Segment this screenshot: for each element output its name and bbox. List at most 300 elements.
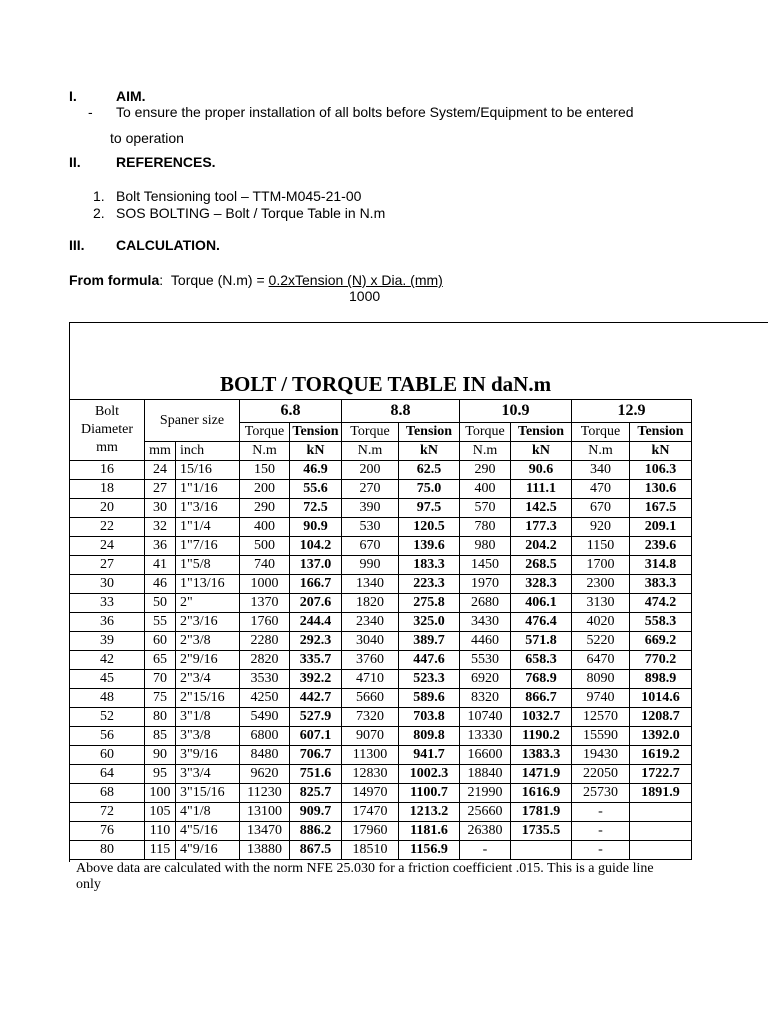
cell-torque-10.9: 570 — [460, 499, 511, 518]
table-body — [70, 400, 692, 860]
header-torque: Torque — [460, 423, 511, 442]
cell-tension-6.8: 46.9 — [290, 461, 342, 480]
cell-torque-12.9: 340 — [572, 461, 630, 480]
cell-tension-6.8: 392.2 — [290, 670, 342, 689]
cell-tension-12.9: 130.6 — [630, 480, 692, 499]
header-unit-tension: kN — [290, 442, 342, 461]
cell-tension-8.8: 183.3 — [399, 556, 460, 575]
cell-tension-6.8: 867.5 — [290, 841, 342, 860]
cell-tension-12.9: 1891.9 — [630, 784, 692, 803]
cell-tension-8.8: 703.8 — [399, 708, 460, 727]
cell-tension-10.9: 204.2 — [511, 537, 572, 556]
cell-spanner-inch: 2"15/16 — [176, 689, 240, 708]
table-row — [70, 803, 692, 822]
table-note: Above data are calculated with the norm NFE 25.030 for a friction coefficient .015. This is a guide line — [76, 861, 654, 876]
cell-torque-12.9: 3130 — [572, 594, 630, 613]
cell-torque-12.9: 4020 — [572, 613, 630, 632]
cell-torque-12.9: 8090 — [572, 670, 630, 689]
cell-tension-8.8: 589.6 — [399, 689, 460, 708]
cell-tension-8.8: 75.0 — [399, 480, 460, 499]
cell-diameter: 42 — [70, 651, 145, 670]
cell-tension-6.8: 886.2 — [290, 822, 342, 841]
cell-torque-12.9: 1700 — [572, 556, 630, 575]
cell-torque-8.8: 18510 — [342, 841, 399, 860]
cell-torque-6.8: 8480 — [240, 746, 290, 765]
cell-tension-12.9: 1619.2 — [630, 746, 692, 765]
cell-tension-10.9: 768.9 — [511, 670, 572, 689]
cell-tension-12.9: 770.2 — [630, 651, 692, 670]
cell-torque-12.9: 12570 — [572, 708, 630, 727]
cell-diameter: 27 — [70, 556, 145, 575]
cell-tension-8.8: 325.0 — [399, 613, 460, 632]
cell-torque-6.8: 2820 — [240, 651, 290, 670]
cell-spanner-inch: 1"1/16 — [176, 480, 240, 499]
header-unit-tension: kN — [511, 442, 572, 461]
cell-tension-8.8: 120.5 — [399, 518, 460, 537]
table-row — [70, 689, 692, 708]
cell-tension-8.8: 97.5 — [399, 499, 460, 518]
formula-colon: : — [159, 272, 164, 288]
cell-diameter: 18 — [70, 480, 145, 499]
cell-spanner-mm: 85 — [145, 727, 176, 746]
cell-torque-12.9: 2300 — [572, 575, 630, 594]
cell-diameter: 68 — [70, 784, 145, 803]
cell-tension-12.9 — [630, 841, 692, 860]
header-spanner-size: Spaner size — [145, 400, 240, 442]
cell-torque-8.8: 17960 — [342, 822, 399, 841]
cell-torque-12.9: 470 — [572, 480, 630, 499]
header-grade: 8.8 — [342, 400, 460, 423]
table-row — [70, 727, 692, 746]
cell-tension-12.9: 1392.0 — [630, 727, 692, 746]
cell-tension-12.9: 669.2 — [630, 632, 692, 651]
cell-diameter: 30 — [70, 575, 145, 594]
cell-spanner-mm: 36 — [145, 537, 176, 556]
cell-tension-8.8: 809.8 — [399, 727, 460, 746]
cell-diameter: 36 — [70, 613, 145, 632]
cell-torque-10.9: 26380 — [460, 822, 511, 841]
cell-tension-8.8: 1156.9 — [399, 841, 460, 860]
cell-spanner-inch: 2"3/4 — [176, 670, 240, 689]
cell-tension-12.9: 314.8 — [630, 556, 692, 575]
cell-spanner-mm: 90 — [145, 746, 176, 765]
cell-torque-6.8: 13880 — [240, 841, 290, 860]
section-number: I. — [69, 88, 77, 104]
reference-item: SOS BOLTING – Bolt / Torque Table in N.m — [116, 205, 386, 221]
cell-tension-8.8: 941.7 — [399, 746, 460, 765]
cell-torque-6.8: 11230 — [240, 784, 290, 803]
cell-spanner-mm: 60 — [145, 632, 176, 651]
table-row — [70, 575, 692, 594]
cell-torque-6.8: 200 — [240, 480, 290, 499]
header-unit-torque: N.m — [572, 442, 630, 461]
header-unit-torque: N.m — [342, 442, 399, 461]
header-text: Diameter — [80, 422, 134, 437]
cell-spanner-mm: 110 — [145, 822, 176, 841]
cell-torque-12.9: 15590 — [572, 727, 630, 746]
cell-tension-10.9: 658.3 — [511, 651, 572, 670]
reference-number: 1. — [93, 188, 105, 204]
table-row — [70, 518, 692, 537]
cell-torque-12.9: 19430 — [572, 746, 630, 765]
cell-spanner-inch: 2"3/16 — [176, 613, 240, 632]
header-grade: 10.9 — [460, 400, 572, 423]
cell-diameter: 24 — [70, 537, 145, 556]
cell-spanner-inch: 1"1/4 — [176, 518, 240, 537]
cell-tension-6.8: 166.7 — [290, 575, 342, 594]
cell-torque-10.9: 5530 — [460, 651, 511, 670]
cell-torque-8.8: 530 — [342, 518, 399, 537]
cell-diameter: 52 — [70, 708, 145, 727]
cell-tension-10.9: 90.6 — [511, 461, 572, 480]
cell-tension-12.9: 898.9 — [630, 670, 692, 689]
cell-torque-8.8: 3040 — [342, 632, 399, 651]
cell-spanner-inch: 15/16 — [176, 461, 240, 480]
header-grade: 6.8 — [240, 400, 342, 423]
aim-text-continued: to operation — [110, 130, 184, 146]
cell-tension-8.8: 1213.2 — [399, 803, 460, 822]
cell-tension-8.8: 1002.3 — [399, 765, 460, 784]
cell-tension-6.8: 442.7 — [290, 689, 342, 708]
cell-torque-8.8: 1820 — [342, 594, 399, 613]
cell-spanner-mm: 65 — [145, 651, 176, 670]
cell-tension-6.8: 244.4 — [290, 613, 342, 632]
cell-tension-10.9: 1383.3 — [511, 746, 572, 765]
cell-spanner-mm: 115 — [145, 841, 176, 860]
table-row — [70, 556, 692, 575]
cell-torque-10.9: 25660 — [460, 803, 511, 822]
cell-spanner-inch: 4"1/8 — [176, 803, 240, 822]
header-torque: Torque — [342, 423, 399, 442]
cell-spanner-mm: 50 — [145, 594, 176, 613]
cell-spanner-mm: 46 — [145, 575, 176, 594]
cell-tension-8.8: 1181.6 — [399, 822, 460, 841]
cell-torque-10.9: 10740 — [460, 708, 511, 727]
aim-text: To ensure the proper installation of all bolts before System/Equipment to be entered — [116, 104, 634, 120]
cell-spanner-mm: 27 — [145, 480, 176, 499]
cell-torque-12.9: - — [572, 841, 630, 860]
cell-spanner-inch: 1"7/16 — [176, 537, 240, 556]
cell-tension-12.9: 383.3 — [630, 575, 692, 594]
cell-spanner-inch: 4"9/16 — [176, 841, 240, 860]
cell-torque-8.8: 1340 — [342, 575, 399, 594]
header-text: Bolt — [94, 404, 120, 419]
cell-diameter: 56 — [70, 727, 145, 746]
cell-spanner-inch: 3"9/16 — [176, 746, 240, 765]
header-row-grades — [70, 400, 692, 423]
cell-spanner-mm: 32 — [145, 518, 176, 537]
cell-tension-12.9 — [630, 803, 692, 822]
cell-tension-6.8: 90.9 — [290, 518, 342, 537]
cell-spanner-mm: 75 — [145, 689, 176, 708]
header-row-units — [70, 442, 692, 461]
cell-diameter: 39 — [70, 632, 145, 651]
cell-spanner-inch: 1"13/16 — [176, 575, 240, 594]
cell-spanner-mm: 30 — [145, 499, 176, 518]
cell-torque-6.8: 3530 — [240, 670, 290, 689]
cell-tension-10.9: 1735.5 — [511, 822, 572, 841]
cell-torque-6.8: 4250 — [240, 689, 290, 708]
cell-torque-12.9: 6470 — [572, 651, 630, 670]
cell-spanner-inch: 3"1/8 — [176, 708, 240, 727]
cell-tension-10.9 — [511, 841, 572, 860]
formula-line — [69, 272, 443, 288]
table-row — [70, 651, 692, 670]
cell-tension-6.8: 335.7 — [290, 651, 342, 670]
header-unit-tension: kN — [630, 442, 692, 461]
cell-tension-6.8: 706.7 — [290, 746, 342, 765]
cell-torque-8.8: 200 — [342, 461, 399, 480]
cell-torque-6.8: 6800 — [240, 727, 290, 746]
cell-tension-6.8: 909.7 — [290, 803, 342, 822]
cell-torque-6.8: 1760 — [240, 613, 290, 632]
cell-torque-12.9: 22050 — [572, 765, 630, 784]
cell-torque-10.9: 4460 — [460, 632, 511, 651]
cell-tension-6.8: 607.1 — [290, 727, 342, 746]
cell-torque-10.9: 3430 — [460, 613, 511, 632]
cell-tension-10.9: 268.5 — [511, 556, 572, 575]
cell-torque-12.9: 920 — [572, 518, 630, 537]
cell-tension-10.9: 328.3 — [511, 575, 572, 594]
cell-torque-10.9: 1450 — [460, 556, 511, 575]
cell-torque-12.9: 670 — [572, 499, 630, 518]
header-tension: Tension — [630, 423, 692, 442]
cell-torque-8.8: 2340 — [342, 613, 399, 632]
cell-torque-6.8: 13470 — [240, 822, 290, 841]
cell-tension-10.9: 866.7 — [511, 689, 572, 708]
cell-diameter: 20 — [70, 499, 145, 518]
cell-tension-12.9: 239.6 — [630, 537, 692, 556]
header-unit-inch: inch — [176, 442, 240, 461]
cell-torque-12.9: 9740 — [572, 689, 630, 708]
cell-torque-10.9: 980 — [460, 537, 511, 556]
cell-torque-6.8: 290 — [240, 499, 290, 518]
cell-torque-6.8: 1370 — [240, 594, 290, 613]
header-unit-torque: N.m — [240, 442, 290, 461]
section-number: III. — [69, 237, 85, 253]
cell-spanner-inch: 3"15/16 — [176, 784, 240, 803]
cell-diameter: 16 — [70, 461, 145, 480]
cell-torque-8.8: 12830 — [342, 765, 399, 784]
cell-torque-10.9: 290 — [460, 461, 511, 480]
cell-tension-10.9: 1781.9 — [511, 803, 572, 822]
cell-tension-8.8: 1100.7 — [399, 784, 460, 803]
cell-torque-6.8: 150 — [240, 461, 290, 480]
cell-torque-8.8: 5660 — [342, 689, 399, 708]
cell-tension-6.8: 527.9 — [290, 708, 342, 727]
cell-spanner-inch: 1"5/8 — [176, 556, 240, 575]
section-heading: REFERENCES. — [116, 154, 216, 170]
cell-tension-12.9: 1014.6 — [630, 689, 692, 708]
cell-torque-10.9: 18840 — [460, 765, 511, 784]
header-unit-tension: kN — [399, 442, 460, 461]
cell-torque-6.8: 500 — [240, 537, 290, 556]
cell-tension-8.8: 223.3 — [399, 575, 460, 594]
cell-tension-12.9: 106.3 — [630, 461, 692, 480]
section-heading: CALCULATION. — [116, 237, 220, 253]
header-unit-torque: N.m — [460, 442, 511, 461]
cell-tension-8.8: 389.7 — [399, 632, 460, 651]
cell-torque-12.9: - — [572, 803, 630, 822]
header-tension: Tension — [399, 423, 460, 442]
cell-spanner-mm: 70 — [145, 670, 176, 689]
formula-numerator: 0.2xTension (N) x Dia. (mm) — [268, 272, 443, 288]
cell-tension-6.8: 104.2 — [290, 537, 342, 556]
cell-tension-10.9: 142.5 — [511, 499, 572, 518]
cell-tension-8.8: 523.3 — [399, 670, 460, 689]
cell-torque-12.9: - — [572, 822, 630, 841]
cell-tension-12.9 — [630, 822, 692, 841]
cell-spanner-mm: 105 — [145, 803, 176, 822]
cell-torque-6.8: 2280 — [240, 632, 290, 651]
cell-diameter: 45 — [70, 670, 145, 689]
cell-torque-8.8: 7320 — [342, 708, 399, 727]
cell-diameter: 60 — [70, 746, 145, 765]
bolt-torque-table — [69, 399, 692, 860]
cell-torque-6.8: 1000 — [240, 575, 290, 594]
cell-tension-12.9: 558.3 — [630, 613, 692, 632]
cell-torque-10.9: 780 — [460, 518, 511, 537]
cell-torque-8.8: 670 — [342, 537, 399, 556]
cell-spanner-inch: 4"5/16 — [176, 822, 240, 841]
bullet-dash: - — [88, 104, 93, 120]
header-grade: 12.9 — [572, 400, 692, 423]
cell-torque-10.9: 400 — [460, 480, 511, 499]
cell-tension-10.9: 1616.9 — [511, 784, 572, 803]
cell-tension-6.8: 137.0 — [290, 556, 342, 575]
cell-tension-6.8: 292.3 — [290, 632, 342, 651]
reference-item: Bolt Tensioning tool – TTM-M045-21-00 — [116, 188, 362, 204]
cell-torque-10.9: 6920 — [460, 670, 511, 689]
table-row — [70, 822, 692, 841]
section-heading: AIM. — [116, 88, 146, 104]
cell-tension-6.8: 72.5 — [290, 499, 342, 518]
table-row — [70, 670, 692, 689]
header-torque: Torque — [572, 423, 630, 442]
table-row — [70, 765, 692, 784]
cell-torque-6.8: 400 — [240, 518, 290, 537]
cell-tension-10.9: 1471.9 — [511, 765, 572, 784]
cell-tension-12.9: 1722.7 — [630, 765, 692, 784]
cell-torque-8.8: 990 — [342, 556, 399, 575]
cell-tension-6.8: 751.6 — [290, 765, 342, 784]
cell-tension-10.9: 1032.7 — [511, 708, 572, 727]
cell-torque-8.8: 17470 — [342, 803, 399, 822]
cell-torque-10.9: 8320 — [460, 689, 511, 708]
cell-tension-10.9: 571.8 — [511, 632, 572, 651]
cell-tension-10.9: 476.4 — [511, 613, 572, 632]
cell-spanner-mm: 24 — [145, 461, 176, 480]
formula-denominator: 1000 — [349, 288, 381, 304]
cell-diameter: 22 — [70, 518, 145, 537]
cell-spanner-inch: 2"9/16 — [176, 651, 240, 670]
cell-torque-10.9: 16600 — [460, 746, 511, 765]
table-row — [70, 499, 692, 518]
cell-diameter: 48 — [70, 689, 145, 708]
cell-tension-10.9: 406.1 — [511, 594, 572, 613]
cell-tension-12.9: 1208.7 — [630, 708, 692, 727]
cell-torque-12.9: 25730 — [572, 784, 630, 803]
cell-tension-8.8: 447.6 — [399, 651, 460, 670]
table-note-continued: only — [76, 877, 101, 892]
table-row — [70, 537, 692, 556]
cell-torque-8.8: 14970 — [342, 784, 399, 803]
cell-spanner-mm: 80 — [145, 708, 176, 727]
table-row — [70, 746, 692, 765]
header-unit-mm: mm — [145, 442, 176, 461]
cell-torque-10.9: - — [460, 841, 511, 860]
header-text: mm — [96, 440, 118, 455]
cell-tension-6.8: 207.6 — [290, 594, 342, 613]
cell-torque-8.8: 3760 — [342, 651, 399, 670]
cell-spanner-inch: 3"3/4 — [176, 765, 240, 784]
cell-tension-10.9: 177.3 — [511, 518, 572, 537]
cell-tension-10.9: 1190.2 — [511, 727, 572, 746]
cell-spanner-inch: 2"3/8 — [176, 632, 240, 651]
formula-label: From formula — [69, 272, 160, 288]
header-tension: Tension — [511, 423, 572, 442]
table-title: BOLT / TORQUE TABLE IN daN.m — [220, 372, 552, 396]
header-bolt-diameter — [70, 400, 145, 461]
cell-tension-6.8: 55.6 — [290, 480, 342, 499]
table-row — [70, 784, 692, 803]
cell-torque-8.8: 270 — [342, 480, 399, 499]
cell-torque-12.9: 1150 — [572, 537, 630, 556]
cell-spanner-inch: 2" — [176, 594, 240, 613]
cell-tension-8.8: 139.6 — [399, 537, 460, 556]
cell-diameter: 80 — [70, 841, 145, 860]
cell-torque-6.8: 5490 — [240, 708, 290, 727]
header-tension: Tension — [290, 423, 342, 442]
cell-torque-12.9: 5220 — [572, 632, 630, 651]
cell-spanner-inch: 1"3/16 — [176, 499, 240, 518]
cell-torque-8.8: 11300 — [342, 746, 399, 765]
cell-tension-12.9: 167.5 — [630, 499, 692, 518]
cell-tension-6.8: 825.7 — [290, 784, 342, 803]
table-row — [70, 480, 692, 499]
reference-number: 2. — [93, 205, 105, 221]
cell-torque-6.8: 740 — [240, 556, 290, 575]
cell-torque-8.8: 4710 — [342, 670, 399, 689]
cell-diameter: 33 — [70, 594, 145, 613]
section-number: II. — [69, 154, 81, 170]
cell-torque-10.9: 1970 — [460, 575, 511, 594]
table-row — [70, 594, 692, 613]
formula-prefix: Torque (N.m) = — [170, 272, 269, 288]
cell-tension-10.9: 111.1 — [511, 480, 572, 499]
table-row — [70, 613, 692, 632]
cell-tension-12.9: 209.1 — [630, 518, 692, 537]
cell-torque-10.9: 13330 — [460, 727, 511, 746]
cell-diameter: 76 — [70, 822, 145, 841]
cell-spanner-mm: 55 — [145, 613, 176, 632]
cell-spanner-inch: 3"3/8 — [176, 727, 240, 746]
cell-torque-6.8: 9620 — [240, 765, 290, 784]
cell-torque-6.8: 13100 — [240, 803, 290, 822]
cell-torque-10.9: 2680 — [460, 594, 511, 613]
table-row — [70, 632, 692, 651]
cell-tension-8.8: 275.8 — [399, 594, 460, 613]
cell-spanner-mm: 100 — [145, 784, 176, 803]
table-row — [70, 841, 692, 860]
header-torque: Torque — [240, 423, 290, 442]
table-row — [70, 708, 692, 727]
cell-spanner-mm: 95 — [145, 765, 176, 784]
table-row — [70, 461, 692, 480]
cell-spanner-mm: 41 — [145, 556, 176, 575]
cell-tension-8.8: 62.5 — [399, 461, 460, 480]
cell-diameter: 72 — [70, 803, 145, 822]
